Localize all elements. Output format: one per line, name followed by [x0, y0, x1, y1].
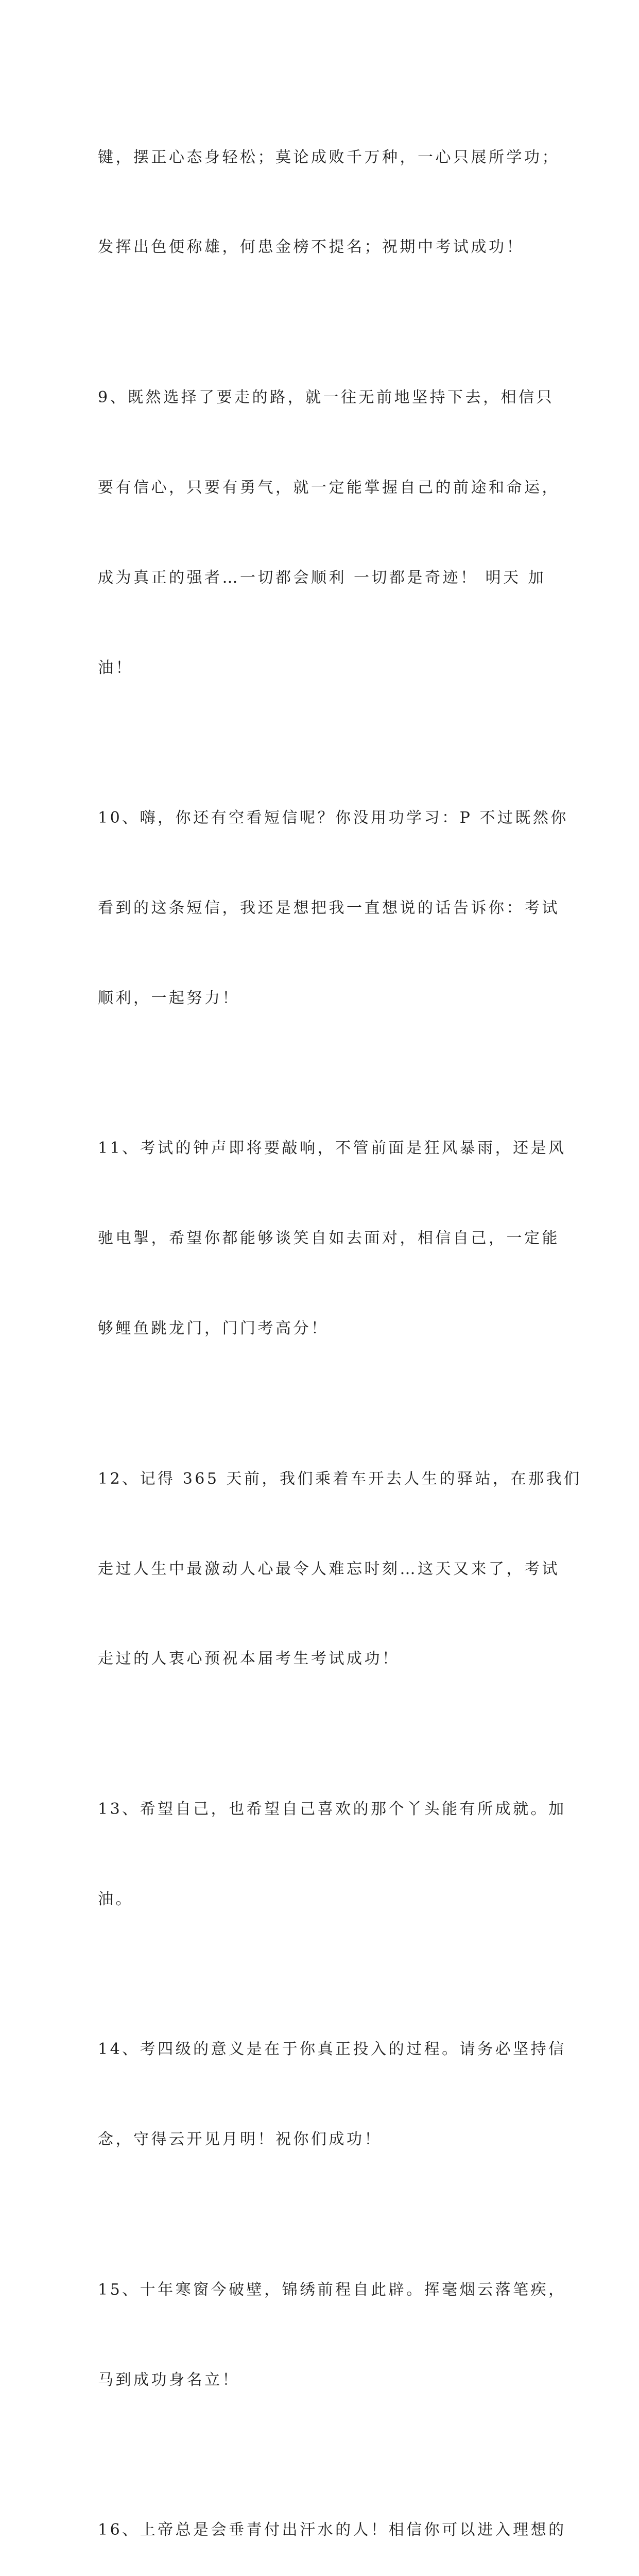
text-line: 念，守得云开见月明！祝你们成功！	[98, 2130, 382, 2149]
text-line: 14、考四级的意义是在于你真正投入的过程。请务必坚持信	[98, 2040, 566, 2059]
text-line: 成为真正的强者…一切都会顺利 一切都是奇迹！ 明天 加	[98, 568, 546, 587]
text-line: 顺利，一起努力！	[98, 989, 240, 1007]
text-line: 11、考试的钟声即将要敲响，不管前面是狂风暴雨，还是风	[98, 1139, 566, 1158]
text-line: 12、记得 365 天前，我们乘着车开去人生的驿站，在那我们	[98, 1469, 582, 1488]
text-line: 16、上帝总是会垂青付出汗水的人！相信你可以进入理想的	[98, 2521, 566, 2539]
paragraph-item-16	[98, 2455, 566, 2576]
paragraph-item-11	[98, 1074, 566, 1404]
paragraph-item-10	[98, 743, 568, 1074]
text-line: 15、十年寒窗今破壁，锦绣前程自此辟。挥毫烟云落笔疾，	[98, 2280, 566, 2299]
text-line: 9、既然选择了要走的路，就一往无前地坚持下去，相信只	[98, 388, 555, 406]
text-line: 13、希望自己，也希望自己喜欢的那个丫头能有所成就。加	[98, 1800, 566, 1818]
text-line: 走过的人衷心预祝本届考生考试成功！	[98, 1650, 400, 1668]
text-line: 驰电掣，希望你都能够谈笑自如去面对，相信自己，一定能	[98, 1229, 560, 1248]
text-line: 看到的这条短信，我还是想把我一直想说的话告诉你：考试	[98, 899, 560, 918]
text-line: 油！	[98, 658, 133, 677]
paragraph-item-12	[98, 1404, 582, 1734]
paragraph-continued	[98, 82, 560, 323]
text-line: 要有信心，只要有勇气，就一定能掌握自己的前途和命运，	[98, 478, 560, 497]
text-line: 10、嗨，你还有空看短信呢？你没用功学习：P 不过既然你	[98, 809, 568, 827]
paragraph-item-15	[98, 2215, 566, 2455]
text-line: 走过人生中最激动人心最令人难忘时刻…这天又来了，考试	[98, 1560, 560, 1578]
paragraph-item-14	[98, 1975, 566, 2215]
document-body	[98, 82, 582, 2576]
text-line: 马到成功身名立！	[98, 2370, 240, 2389]
text-line: 键，摆正心态身轻松；莫论成败千万种，一心只展所学功；	[98, 148, 560, 166]
paragraph-item-9	[98, 323, 560, 743]
paragraph-item-13	[98, 1734, 566, 1974]
text-line: 够鲤鱼跳龙门，门门考高分！	[98, 1319, 329, 1338]
text-line: 发挥出色便称雄，何患金榜不提名；祝期中考试成功！	[98, 238, 524, 257]
text-line: 油。	[98, 1890, 133, 1908]
